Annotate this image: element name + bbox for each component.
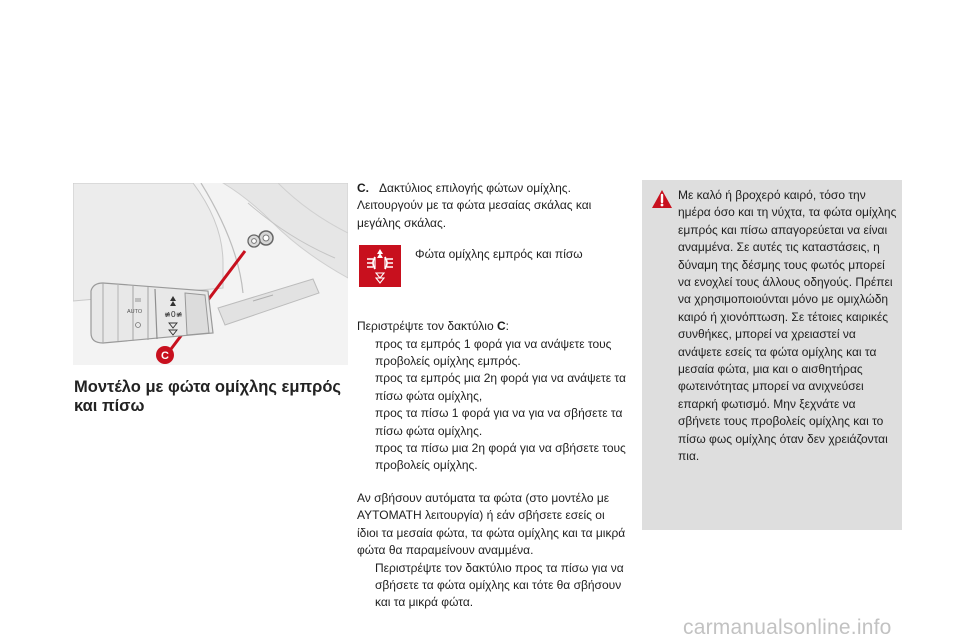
list-item-text: προς τα πίσω 1 φορά για να για να σβήσετε τα πίσω φώτα ομίχλης. [375,406,623,438]
list-item [357,336,629,371]
intro-paragraph [357,180,629,232]
list-item-text: προς τα πίσω μια 2η φορά για να σβήσετε τους προβολείς ομίχλης. [375,441,626,473]
list-item [357,405,629,440]
warning-exclamation-icon [651,189,673,209]
auto-switch-label: AUTO [127,309,143,315]
intro-text: Δακτύλιος επιλογής φώτων ομίχλης. Λειτουργούν με τα φώτα μεσαίας σκάλας και μεγάλης σκάλας. [357,181,592,230]
list-item-text: προς τα εμπρός μια 2η φορά για να ανάψετε τα πίσω φώτα ομίχλης, [375,371,626,403]
instructions-title [357,318,629,335]
fog-lights-row [357,242,629,292]
callout-c: C [161,350,169,362]
instructions-list [357,336,629,475]
watermark: carmanualsonline.info [683,616,892,639]
intro-label: C. [357,181,369,195]
fog-light-stalk-illustration [73,183,348,365]
main-column [357,180,629,612]
auto-mode-note: Αν σβήσουν αυτόματα τα φώτα (στο μοντέλο με ΑΥΤΟΜΑΤΗ λειτουργία) ή εάν σβήσετε εσείς οι ίδιοι τα μεσαία φώτα, τα φώτα ομίχλης και τα μικρά φώτα θα παραμείνουν αναμμένα. [357,490,626,558]
instructions-title-suffix: : [505,319,509,334]
list-item-text: προς τα εμπρός 1 φορά για να ανάψετε τους προβολείς ομίχλης εμπρός. [375,336,612,369]
instructions-title-ring: C [496,319,506,334]
list-item [357,370,629,405]
list-item [357,440,629,475]
warning-box [642,180,902,530]
front-rear-fog-lamp-icon [359,245,401,287]
section-title: Μοντέλο με φώτα ομίχλης εμπρός και πίσω [74,378,341,415]
warning-text: Με καλό ή βροχερό καιρό, τόσο την ημέρα όσο και τη νύχτα, τα φώτα ομίχλης εμπρός και πίσω απαγορεύεται να είναι αναμμένα. Σε αυτές τις καταστάσεις, η δύναμη της δέσμης τους φωτός μπορεί να ενοχλεί τους άλλους οδηγούς. Πρέπει να χρησιμοποιούνται μόνο με ομιχλώδη καιρό ή χιονόπτωση. Σε τέτοιες καιρικές συνθήκες, μπορεί να χρειαστεί να ανάψετε εσείς τα φώτα ομίχλης και τα μεσαία φώτα, μια και ο αισθητήρας φωτεινότητας μπορεί να ανιχνεύσει επαρκή φωτισμό. Μην ξεχνάτε να σβήνετε τους προβολείς ομίχλης και το πίσω φως ομίχλης όταν δεν χρειάζονται πια. [678,188,897,464]
auto-note-list [357,560,629,612]
list-item [357,560,629,612]
instructions-title-prefix: Περιστρέψτε τον δακτύλιο [357,319,497,334]
fog-lights-label: Φώτα ομίχλης εμπρός και πίσω [415,247,583,262]
list-item-text: Περιστρέψτε τον δακτύλιο προς τα πίσω για να σβήσετε τα φώτα ομίχλης και τότε θα σβήσουν και τα μικρά φώτα. [375,560,624,610]
svg-text:≢0≢: ≢0≢ [164,310,183,319]
